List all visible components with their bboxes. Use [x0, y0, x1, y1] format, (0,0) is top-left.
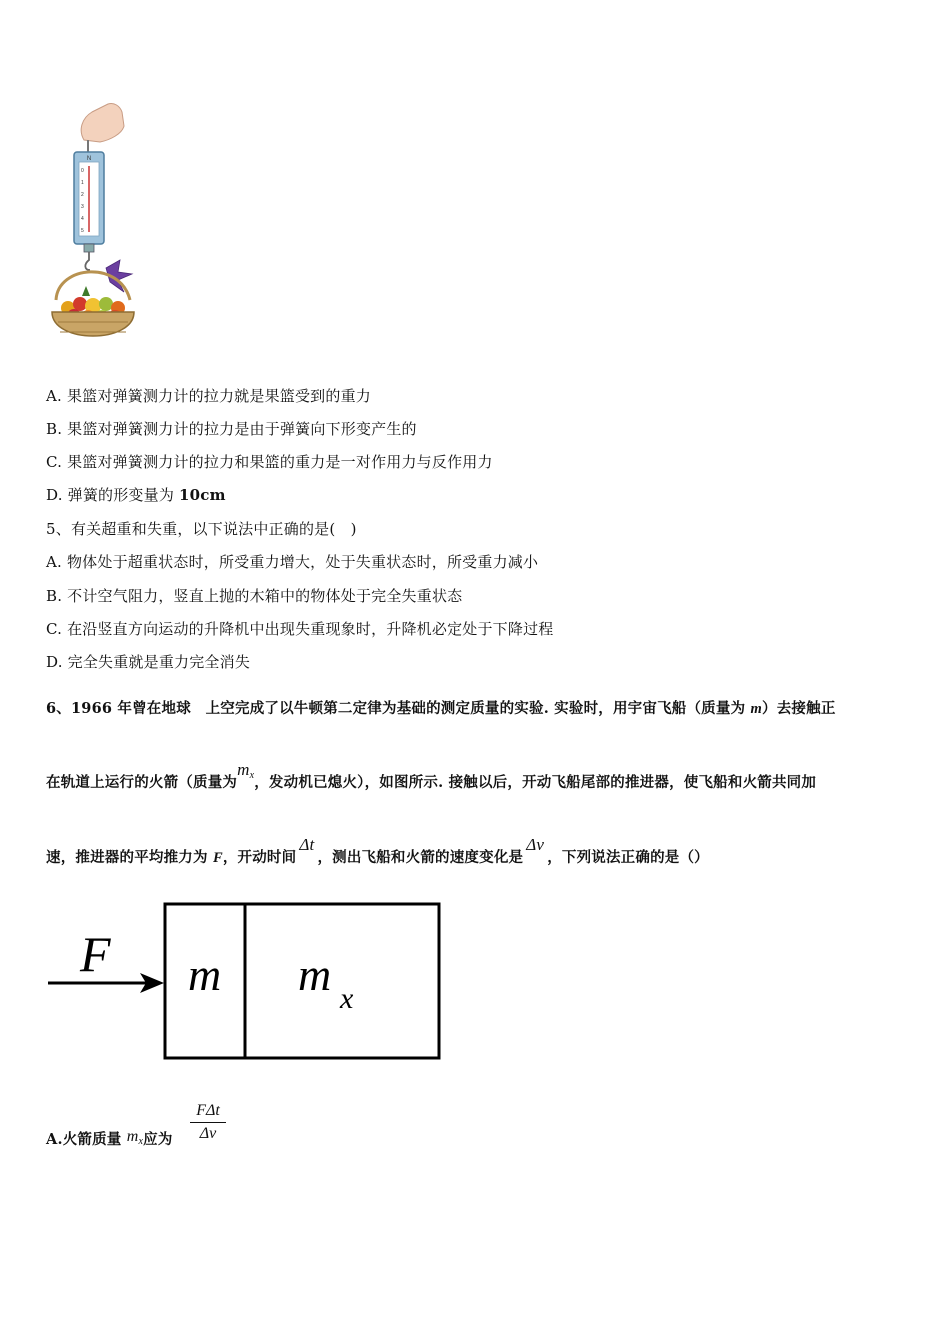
force-label: F	[80, 926, 111, 982]
svg-text:5: 5	[81, 228, 84, 234]
q5-option-c: C. 在沿竖直方向运动的升降机中出现失重现象时，升降机必定处于下降过程	[46, 620, 554, 638]
hand-icon	[81, 103, 124, 142]
ship-mass-symbol: m	[750, 701, 763, 717]
fraction-denominator: Δv	[199, 1125, 217, 1142]
scale-unit-label: N	[86, 156, 92, 162]
svg-text:4: 4	[81, 216, 84, 222]
q6-line-3: 速，推进器的平均推力为 F，开动时间Δt，测出飞船和火箭的速度变化是Δv，下列说法正确的是（）	[46, 835, 709, 866]
q4-option-d	[46, 484, 226, 505]
option-a-mass-symbol: $m_x$	[126, 1128, 144, 1147]
q6-option-a: A.火箭质量 $m_x$应为	[46, 1128, 173, 1148]
q5-option-a: A. 物体处于超重状态时，所受重力增大，处于失重状态时，所受重力减小	[46, 553, 539, 571]
spring-scale-illustration	[48, 100, 140, 350]
fraction-bar	[190, 1122, 226, 1123]
rocket-mass-label: m	[298, 949, 332, 1000]
q5-stem: 5、有关超重和失重，以下说法中正确的是( )	[46, 520, 357, 538]
q6-line-1: 6、1966 年曾在地球 上空完成了以牛顿第二定律为基础的测定质量的实验. 实验时，用宇宙飞船（质量为 m）去接触正	[46, 700, 836, 717]
svg-text:2: 2	[81, 192, 84, 198]
force-diagram	[40, 895, 450, 1070]
q4-option-d-text: D. 弹簧的形变量为	[46, 486, 179, 504]
fraction-numerator: FΔt	[196, 1102, 220, 1119]
velocity-change-symbol: Δv	[526, 835, 545, 854]
q4-option-d-value: 10cm	[179, 486, 226, 504]
q4-option-a: A. 果篮对弹簧测力计的拉力就是果篮受到的重力	[46, 387, 371, 405]
time-interval-symbol: Δt	[299, 835, 315, 854]
q5-option-b: B. 不计空气阻力，竖直上抛的木箱中的物体处于完全失重状态	[46, 587, 463, 605]
rocket-mass-symbol: $m_x$	[237, 760, 255, 781]
svg-text:3: 3	[81, 204, 84, 210]
rocket-block	[245, 904, 439, 1058]
option-a-fraction	[190, 1102, 226, 1143]
force-symbol: F	[212, 850, 223, 866]
svg-text:1: 1	[81, 180, 84, 186]
svg-text:0: 0	[81, 168, 84, 174]
spaceship-mass-label: m	[188, 949, 222, 1000]
q6-line-2: 在轨道上运行的火箭（质量为$m_x$，发动机已熄火），如图所示. 接触以后，开动飞船尾部的推进器，使飞船和火箭共同加	[46, 760, 817, 791]
rocket-mass-subscript: x	[340, 982, 354, 1015]
q4-option-c: C. 果篮对弹簧测力计的拉力和果篮的重力是一对作用力与反作用力	[46, 453, 493, 471]
q4-option-b: B. 果篮对弹簧测力计的拉力是由于弹簧向下形变产生的	[46, 420, 417, 438]
q5-option-d: D. 完全失重就是重力完全消失	[46, 653, 251, 671]
